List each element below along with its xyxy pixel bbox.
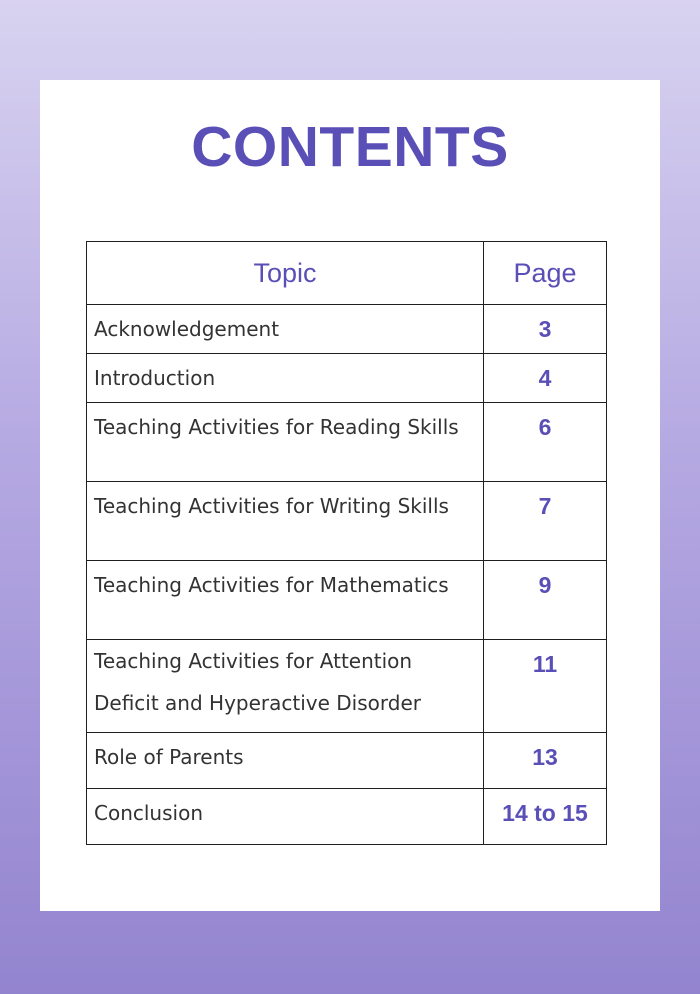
topic-cell: Teaching Activities for Writing Skills xyxy=(87,482,484,561)
page-number-cell: 4 xyxy=(484,354,607,403)
page-number-cell: 13 xyxy=(484,733,607,789)
table-row xyxy=(87,305,607,354)
topic-cell: Conclusion xyxy=(87,789,484,845)
page-number-cell: 3 xyxy=(484,305,607,354)
table-row xyxy=(87,733,607,789)
topic-cell: Acknowledgement xyxy=(87,305,484,354)
page-number-cell: 9 xyxy=(484,561,607,640)
page-title: CONTENTS xyxy=(191,115,509,179)
page-number-cell: 7 xyxy=(484,482,607,561)
topic-cell: Teaching Activities for Mathematics xyxy=(87,561,484,640)
table-row xyxy=(87,789,607,845)
page-number-cell: 14 to 15 xyxy=(484,789,607,845)
page-number-cell: 6 xyxy=(484,403,607,482)
contents-table xyxy=(86,241,607,845)
topic-cell: Introduction xyxy=(87,354,484,403)
column-header-topic: Topic xyxy=(87,242,484,305)
page-number-cell: 11 xyxy=(484,640,607,733)
table-row xyxy=(87,561,607,640)
table-row xyxy=(87,482,607,561)
table-row xyxy=(87,640,607,733)
table-row xyxy=(87,354,607,403)
table-header-row xyxy=(87,242,607,305)
topic-cell: Role of Parents xyxy=(87,733,484,789)
table-row xyxy=(87,403,607,482)
column-header-page: Page xyxy=(484,242,607,305)
topic-cell: Teaching Activities for Attention Deficit and Hyperactive Disorder xyxy=(87,640,484,733)
topic-cell: Teaching Activities for Reading Skills xyxy=(87,403,484,482)
